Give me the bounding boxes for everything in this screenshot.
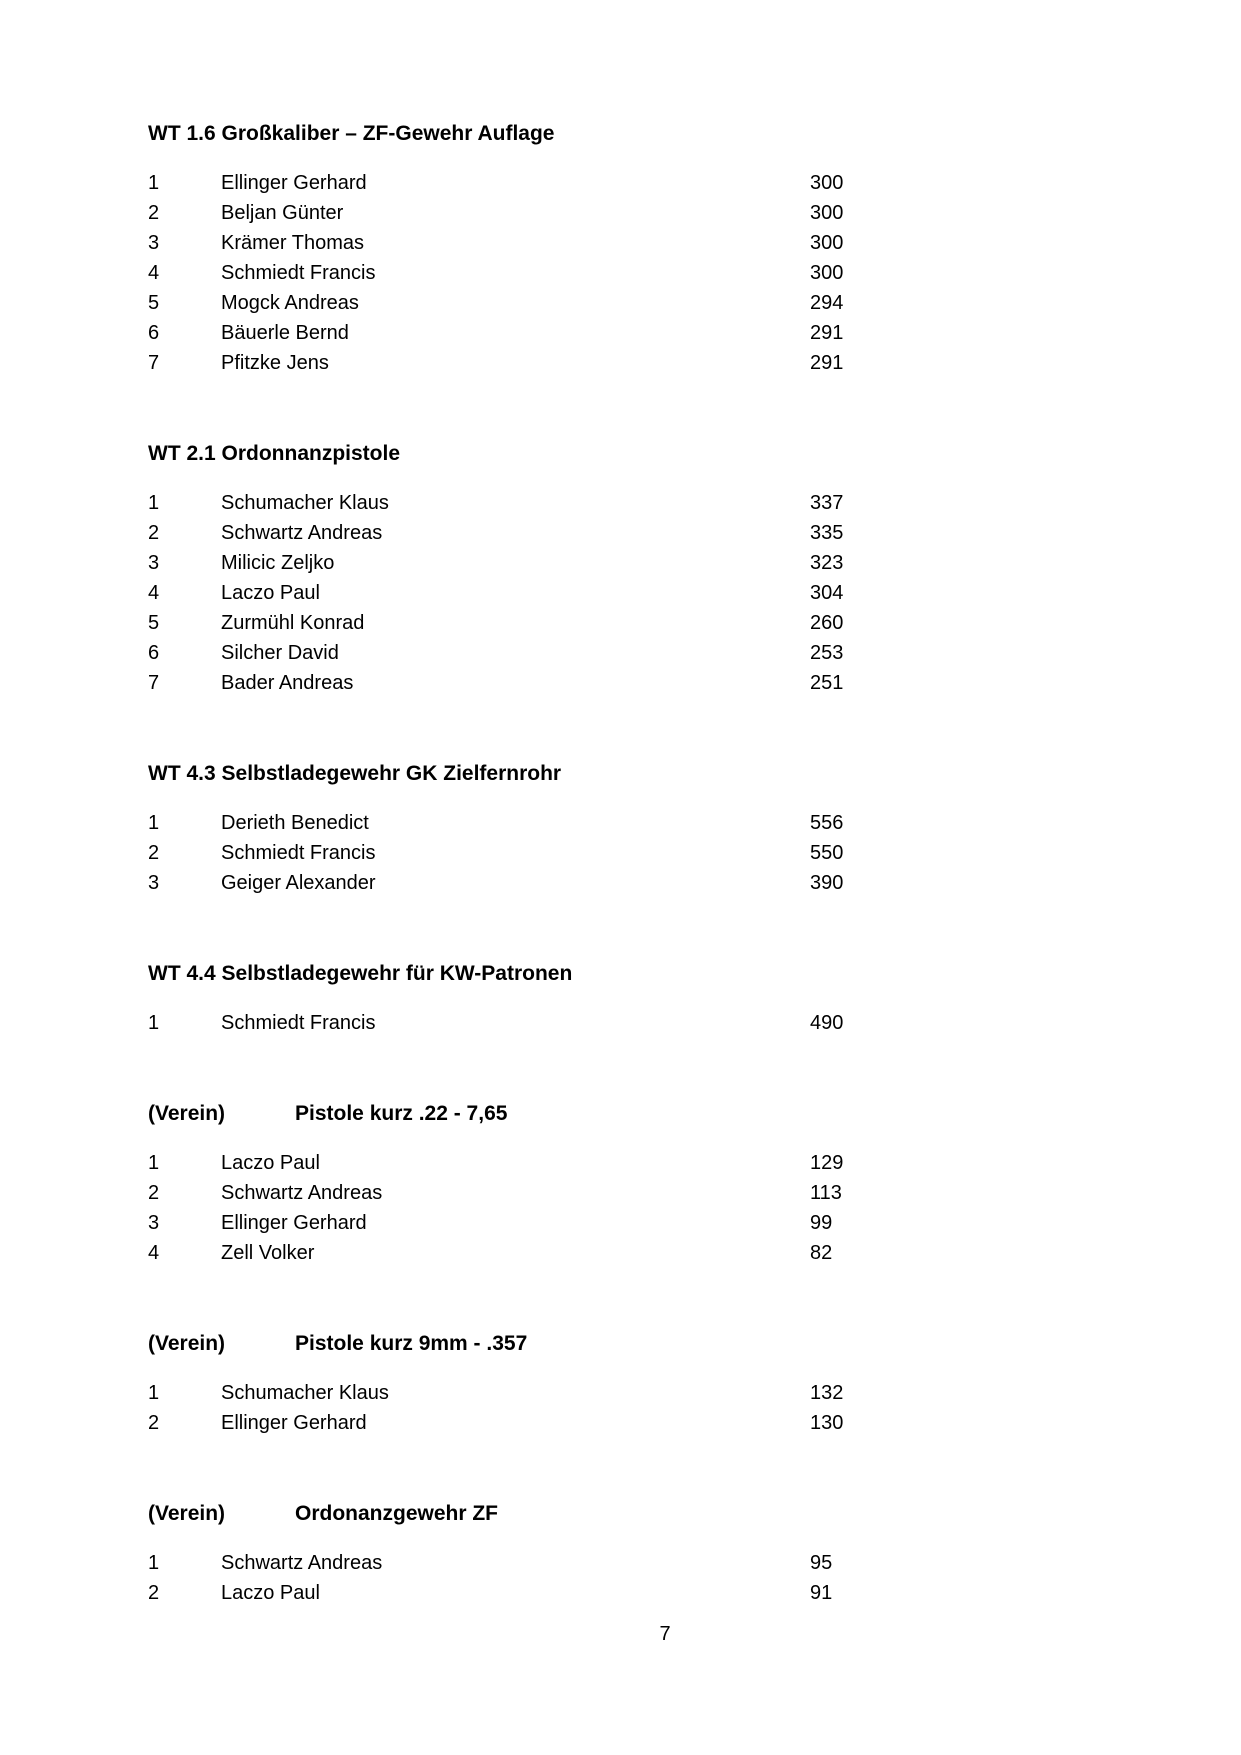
- shooter-name: Schmiedt Francis: [221, 842, 376, 864]
- score: 335: [810, 522, 844, 544]
- section-heading: WT 2.1 Ordonnanzpistole: [148, 442, 401, 465]
- result-row: [148, 168, 868, 198]
- results-section: [148, 960, 868, 1038]
- section-heading: [148, 1100, 868, 1128]
- section-heading: [148, 1330, 868, 1358]
- score: 300: [810, 172, 844, 194]
- score: 291: [810, 352, 844, 374]
- results-list: [148, 1148, 868, 1268]
- result-row: [148, 1008, 868, 1038]
- rank: 1: [148, 1382, 160, 1404]
- rank: 2: [148, 1582, 160, 1604]
- shooter-name: Bader Andreas: [221, 672, 354, 694]
- score: 550: [810, 842, 844, 864]
- shooter-name: Schmiedt Francis: [221, 262, 376, 284]
- result-row: [148, 1238, 868, 1268]
- result-row: [148, 578, 868, 608]
- results-list: [148, 168, 868, 378]
- rank: 2: [148, 842, 160, 864]
- score: 251: [810, 672, 844, 694]
- rank: 1: [148, 812, 160, 834]
- shooter-name: Zell Volker: [221, 1242, 315, 1264]
- score: 291: [810, 322, 844, 344]
- shooter-name: Ellinger Gerhard: [221, 172, 367, 194]
- shooter-name: Laczo Paul: [221, 1582, 320, 1604]
- result-row: [148, 1148, 868, 1178]
- result-row: [148, 488, 868, 518]
- shooter-name: Schumacher Klaus: [221, 1382, 389, 1404]
- results-list: [148, 488, 868, 698]
- score: 490: [810, 1012, 844, 1034]
- score: 300: [810, 232, 844, 254]
- results-list: [148, 1378, 868, 1438]
- rank: 3: [148, 1212, 160, 1234]
- rank: 2: [148, 1412, 160, 1434]
- rank: 1: [148, 172, 160, 194]
- rank: 4: [148, 582, 160, 604]
- rank: 5: [148, 292, 160, 314]
- result-row: [148, 1178, 868, 1208]
- shooter-name: Schmiedt Francis: [221, 1012, 376, 1034]
- score: 337: [810, 492, 844, 514]
- score: 129: [810, 1152, 844, 1174]
- results-section: [148, 1500, 868, 1608]
- result-row: [148, 868, 868, 898]
- section-heading: WT 4.3 Selbstladegewehr GK Zielfernrohr: [148, 762, 562, 785]
- section-title: Ordonanzgewehr ZF: [295, 1502, 499, 1525]
- section-prefix: (Verein): [148, 1332, 226, 1355]
- rank: 2: [148, 1182, 160, 1204]
- shooter-name: Geiger Alexander: [221, 872, 376, 894]
- result-row: [148, 288, 868, 318]
- result-row: [148, 318, 868, 348]
- results-section: [148, 120, 868, 378]
- result-row: [148, 348, 868, 378]
- rank: 2: [148, 202, 160, 224]
- shooter-name: Laczo Paul: [221, 582, 320, 604]
- shooter-name: Derieth Benedict: [221, 812, 369, 834]
- score: 260: [810, 612, 844, 634]
- results-section: [148, 760, 868, 898]
- shooter-name: Schwartz Andreas: [221, 1182, 383, 1204]
- score: 130: [810, 1412, 844, 1434]
- result-row: [148, 838, 868, 868]
- result-row: [148, 608, 868, 638]
- shooter-name: Bäuerle Bernd: [221, 322, 349, 344]
- results-list: [148, 1008, 868, 1038]
- score: 323: [810, 552, 844, 574]
- results-section: [148, 1100, 868, 1268]
- rank: 3: [148, 552, 160, 574]
- rank: 4: [148, 1242, 160, 1264]
- rank: 7: [148, 352, 160, 374]
- score: 99: [810, 1212, 833, 1234]
- score: 300: [810, 202, 844, 224]
- result-row: [148, 1578, 868, 1608]
- rank: 4: [148, 262, 160, 284]
- results-list: [148, 1548, 868, 1608]
- shooter-name: Zurmühl Konrad: [221, 612, 365, 634]
- shooter-name: Milicic Zeljko: [221, 552, 335, 574]
- rank: 6: [148, 322, 160, 344]
- section-prefix: (Verein): [148, 1502, 226, 1525]
- score: 113: [810, 1182, 842, 1204]
- result-row: [148, 1208, 868, 1238]
- score: 390: [810, 872, 844, 894]
- result-row: [148, 548, 868, 578]
- score: 132: [810, 1382, 844, 1404]
- result-row: [148, 518, 868, 548]
- shooter-name: Silcher David: [221, 642, 339, 664]
- result-row: [148, 808, 868, 838]
- rank: 7: [148, 672, 160, 694]
- section-title: Pistole kurz 9mm - .357: [295, 1332, 528, 1355]
- results-section: [148, 1330, 868, 1438]
- shooter-name: Ellinger Gerhard: [221, 1212, 367, 1234]
- results-section: [148, 440, 868, 698]
- rank: 5: [148, 612, 160, 634]
- section-heading: WT 4.4 Selbstladegewehr für KW-Patronen: [148, 962, 573, 985]
- result-row: [148, 1408, 868, 1438]
- results-list: [148, 808, 868, 898]
- shooter-name: Laczo Paul: [221, 1152, 320, 1174]
- rank: 3: [148, 872, 160, 894]
- result-row: [148, 1378, 868, 1408]
- shooter-name: Ellinger Gerhard: [221, 1412, 367, 1434]
- section-heading: WT 1.6 Großkaliber – ZF-Gewehr Auflage: [148, 122, 555, 145]
- result-row: [148, 1548, 868, 1578]
- shooter-name: Schwartz Andreas: [221, 1552, 383, 1574]
- result-row: [148, 198, 868, 228]
- rank: 2: [148, 522, 160, 544]
- shooter-name: Pfitzke Jens: [221, 352, 329, 374]
- shooter-name: Schwartz Andreas: [221, 522, 383, 544]
- page-number: 7: [659, 1623, 671, 1645]
- section-heading: [148, 1500, 868, 1528]
- score: 82: [810, 1242, 833, 1264]
- shooter-name: Schumacher Klaus: [221, 492, 389, 514]
- score: 95: [810, 1552, 833, 1574]
- rank: 1: [148, 1552, 160, 1574]
- section-prefix: (Verein): [148, 1102, 226, 1125]
- score: 253: [810, 642, 844, 664]
- result-row: [148, 668, 868, 698]
- result-row: [148, 258, 868, 288]
- rank: 1: [148, 1152, 160, 1174]
- rank: 1: [148, 1012, 160, 1034]
- shooter-name: Beljan Günter: [221, 202, 344, 224]
- shooter-name: Krämer Thomas: [221, 232, 365, 254]
- rank: 1: [148, 492, 160, 514]
- rank: 3: [148, 232, 160, 254]
- result-row: [148, 228, 868, 258]
- score: 294: [810, 292, 844, 314]
- score: 304: [810, 582, 844, 604]
- score: 91: [810, 1582, 833, 1604]
- rank: 6: [148, 642, 160, 664]
- score: 556: [810, 812, 844, 834]
- section-title: Pistole kurz .22 - 7,65: [295, 1102, 508, 1125]
- shooter-name: Mogck Andreas: [221, 292, 359, 314]
- score: 300: [810, 262, 844, 284]
- result-row: [148, 638, 868, 668]
